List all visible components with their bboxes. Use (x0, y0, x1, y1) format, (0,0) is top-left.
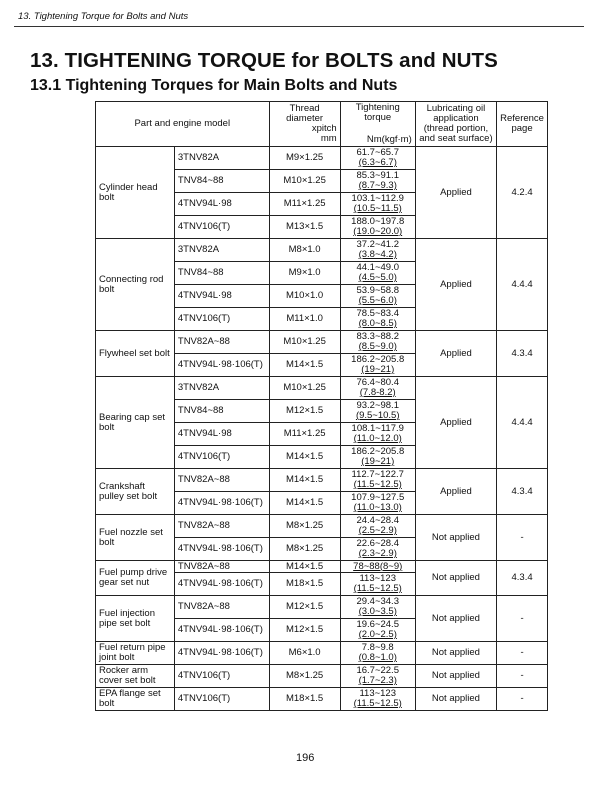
engine-model: TNV82A~88 (174, 515, 269, 538)
thread-size: M8×1.25 (269, 665, 340, 688)
torque-kgf: (10.5~11.5) (353, 203, 402, 214)
reference-page: 4.2.4 (497, 147, 548, 239)
engine-model: 4TNV94L·98·106(T) (174, 642, 269, 665)
engine-model: 4TNV94L·98 (174, 423, 269, 446)
tightening-torque (340, 665, 415, 688)
header-text: xpitch (311, 123, 337, 134)
thread-size: M9×1.0 (269, 262, 340, 285)
tightening-torque (340, 446, 415, 469)
tightening-torque (340, 561, 415, 573)
part-name: Bearing cap set bolt (96, 377, 175, 469)
part-name: Fuel return pipe joint bolt (96, 642, 175, 665)
reference-page: - (497, 665, 548, 688)
lubrication: Not applied (415, 688, 496, 711)
reference-page: - (497, 515, 548, 561)
part-name: Flywheel set bolt (96, 331, 175, 377)
torque-nm: 108.1~117.9 (351, 423, 404, 434)
torque-nm: 93.2~98.1 (356, 400, 399, 411)
engine-model: 4TNV106(T) (174, 216, 269, 239)
torque-nm: 76.4~80.4 (356, 377, 399, 388)
table-row (96, 331, 548, 354)
header-lubrication (415, 102, 496, 147)
torque-nm: 37.2~41.2 (356, 239, 399, 250)
engine-model: TNV82A~88 (174, 331, 269, 354)
torque-nm: 78.5~83.4 (356, 308, 399, 319)
thread-size: M8×1.0 (269, 239, 340, 262)
reference-page: 4.4.4 (497, 239, 548, 331)
tightening-torque (340, 642, 415, 665)
torque-kgf: (19~21) (361, 364, 395, 375)
lubrication: Not applied (415, 515, 496, 561)
engine-model: 4TNV94L·98·106(T) (174, 573, 269, 596)
part-name: Fuel nozzle set bolt (96, 515, 175, 561)
engine-model: TNV82A~88 (174, 561, 269, 573)
torque-kgf: (1.7~2.3) (358, 675, 397, 686)
thread-size: M14×1.5 (269, 561, 340, 573)
torque-nm: 61.7~65.7 (356, 147, 399, 158)
reference-page: - (497, 596, 548, 642)
torque-nm: 19.6~24.5 (356, 619, 399, 630)
torque-kgf: (2.0~2.5) (358, 629, 397, 640)
lubrication: Applied (415, 377, 496, 469)
part-name: Fuel injection pipe set bolt (96, 596, 175, 642)
header-part: Part and engine model (96, 102, 270, 147)
torque-kgf: (11.0~12.0) (353, 433, 402, 444)
header-torque (340, 102, 415, 147)
tightening-torque (340, 262, 415, 285)
engine-model: TNV84~88 (174, 400, 269, 423)
tightening-torque (340, 331, 415, 354)
running-header: 13. Tightening Torque for Bolts and Nuts (18, 11, 189, 22)
table-row (96, 147, 548, 170)
header-text: application (433, 113, 479, 124)
header-thread (269, 102, 340, 147)
torque-nm: 103.1~112.9 (351, 193, 404, 204)
header-text: Nm(kgf·m) (366, 134, 412, 145)
engine-model: TNV84~88 (174, 170, 269, 193)
torque-kgf: (5.5~6.0) (358, 295, 397, 306)
page-title: 13. TIGHTENING TORQUE for BOLTS and NUTS (30, 49, 498, 72)
part-name: Fuel pump drive gear set nut (96, 561, 175, 596)
torque-nm: 113~123 (359, 688, 396, 699)
torque-kgf: (11.5~12.5) (353, 698, 402, 709)
table-row (96, 239, 548, 262)
header-text: diameter (286, 113, 324, 124)
torque-nm: 186.2~205.8 (351, 446, 405, 457)
torque-kgf: (9.5~10.5) (355, 410, 400, 421)
thread-size: M10×1.0 (269, 285, 340, 308)
thread-size: M14×1.5 (269, 446, 340, 469)
engine-model: TNV84~88 (174, 262, 269, 285)
table-row (96, 469, 548, 492)
part-name: Rocker arm cover set bolt (96, 665, 175, 688)
thread-size: M11×1.0 (269, 308, 340, 331)
torque-kgf: (11.0~13.0) (353, 502, 402, 513)
header-text: Lubricating oil (426, 103, 486, 114)
tightening-torque (340, 285, 415, 308)
torque-kgf: (3.8~4.2) (358, 249, 397, 260)
torque-kgf: (11.5~12.5) (353, 479, 402, 490)
torque-nm: 78~88(8~9) (353, 560, 403, 572)
reference-page: - (497, 642, 548, 665)
header-rule (14, 26, 584, 27)
torque-kgf: (2.5~2.9) (358, 525, 397, 536)
part-name: Connecting rod bolt (96, 239, 175, 331)
torque-nm: 53.9~58.8 (356, 285, 399, 296)
tightening-torque (340, 492, 415, 515)
engine-model: 4TNV106(T) (174, 665, 269, 688)
header-text: Reference (500, 113, 544, 124)
thread-size: M18×1.5 (269, 573, 340, 596)
engine-model: 4TNV94L·98·106(T) (174, 492, 269, 515)
torque-nm: 83.3~88.2 (356, 331, 399, 342)
thread-size: M14×1.5 (269, 354, 340, 377)
thread-size: M12×1.5 (269, 596, 340, 619)
table-row (96, 596, 548, 619)
torque-nm: 16.7~22.5 (356, 665, 399, 676)
tightening-torque (340, 538, 415, 561)
tightening-torque (340, 308, 415, 331)
tightening-torque (340, 377, 415, 400)
torque-nm: 7.8~9.8 (361, 642, 394, 653)
thread-size: M6×1.0 (269, 642, 340, 665)
torque-nm: 186.2~205.8 (351, 354, 405, 365)
lubrication: Applied (415, 469, 496, 515)
torque-kgf: (3.0~3.5) (358, 606, 397, 617)
thread-size: M8×1.25 (269, 515, 340, 538)
header-text: (thread portion, (423, 123, 489, 134)
thread-size: M12×1.5 (269, 400, 340, 423)
table-header-row (96, 102, 548, 147)
torque-nm: 22.6~28.4 (356, 538, 399, 549)
lubrication: Applied (415, 331, 496, 377)
reference-page: 4.3.4 (497, 331, 548, 377)
header-text: and seat surface) (419, 133, 493, 144)
table-row (96, 665, 548, 688)
torque-kgf: (19.0~20.0) (353, 226, 403, 237)
header-text: Thread (289, 103, 320, 114)
tightening-torque (340, 573, 415, 596)
thread-size: M14×1.5 (269, 469, 340, 492)
header-reference (497, 102, 548, 147)
thread-size: M11×1.25 (269, 423, 340, 446)
reference-page: 4.3.4 (497, 561, 548, 596)
reference-page: - (497, 688, 548, 711)
tightening-torque (340, 515, 415, 538)
table-row (96, 561, 548, 573)
torque-kgf: (4.5~5.0) (358, 272, 397, 283)
torque-kgf: (8.0~8.5) (358, 318, 397, 329)
lubrication: Not applied (415, 665, 496, 688)
lubrication: Applied (415, 147, 496, 239)
tightening-torque (340, 193, 415, 216)
section-title: 13.1 Tightening Torques for Main Bolts and Nuts (30, 77, 398, 94)
torque-nm: 44.1~49.0 (356, 262, 399, 273)
header-text: mm (320, 133, 337, 144)
thread-size: M13×1.5 (269, 216, 340, 239)
engine-model: TNV82A~88 (174, 469, 269, 492)
torque-kgf: (11.5~12.5) (353, 583, 402, 594)
thread-size: M8×1.25 (269, 538, 340, 561)
lubrication: Applied (415, 239, 496, 331)
part-name: Cylinder head bolt (96, 147, 175, 239)
torque-kgf: (7.8-8.2) (359, 387, 396, 398)
tightening-torque (340, 170, 415, 193)
header-text: Tightening torque (355, 102, 400, 123)
tightening-torque (340, 596, 415, 619)
table-row (96, 377, 548, 400)
engine-model: 4TNV94L·98·106(T) (174, 538, 269, 561)
lubrication: Not applied (415, 642, 496, 665)
tightening-torque (340, 239, 415, 262)
engine-model: 3TNV82A (174, 239, 269, 262)
part-name: EPA flange set bolt (96, 688, 175, 711)
torque-kgf: (2.3~2.9) (358, 548, 397, 559)
table-row (96, 515, 548, 538)
tightening-torque (340, 400, 415, 423)
torque-kgf: (8.5~9.0) (358, 341, 397, 352)
lubrication: Not applied (415, 561, 496, 596)
engine-model: 4TNV106(T) (174, 446, 269, 469)
tightening-torque (340, 423, 415, 446)
engine-model: TNV82A~88 (174, 596, 269, 619)
thread-size: M12×1.5 (269, 619, 340, 642)
engine-model: 4TNV94L·98·106(T) (174, 354, 269, 377)
torque-kgf: (6.3~6.7) (358, 157, 397, 168)
torque-nm: 24.4~28.4 (356, 515, 399, 526)
torque-table (95, 101, 548, 711)
table-row (96, 688, 548, 711)
torque-kgf: (19~21) (361, 456, 395, 467)
engine-model: 3TNV82A (174, 377, 269, 400)
tightening-torque (340, 619, 415, 642)
thread-size: M11×1.25 (269, 193, 340, 216)
page-number: 196 (296, 752, 315, 764)
thread-size: M14×1.5 (269, 492, 340, 515)
table-row (96, 642, 548, 665)
engine-model: 4TNV106(T) (174, 308, 269, 331)
tightening-torque (340, 147, 415, 170)
engine-model: 4TNV94L·98 (174, 285, 269, 308)
tightening-torque (340, 354, 415, 377)
header-text: page (511, 123, 533, 134)
thread-size: M10×1.25 (269, 170, 340, 193)
torque-nm: 112.7~122.7 (351, 469, 404, 480)
torque-kgf: (0.8~1.0) (358, 652, 397, 663)
torque-nm: 29.4~34.3 (356, 596, 399, 607)
reference-page: 4.4.4 (497, 377, 548, 469)
tightening-torque (340, 688, 415, 711)
tightening-torque (340, 469, 415, 492)
thread-size: M10×1.25 (269, 331, 340, 354)
thread-size: M18×1.5 (269, 688, 340, 711)
torque-nm: 113~123 (359, 573, 396, 584)
torque-kgf: (8.7~9.3) (358, 180, 397, 191)
thread-size: M9×1.25 (269, 147, 340, 170)
engine-model: 4TNV94L·98·106(T) (174, 619, 269, 642)
torque-nm: 107.9~127.5 (351, 492, 405, 503)
engine-model: 4TNV94L·98 (174, 193, 269, 216)
engine-model: 3TNV82A (174, 147, 269, 170)
reference-page: 4.3.4 (497, 469, 548, 515)
torque-nm: 188.0~197.8 (351, 216, 405, 227)
part-name: Crankshaft pulley set bolt (96, 469, 175, 515)
lubrication: Not applied (415, 596, 496, 642)
thread-size: M10×1.25 (269, 377, 340, 400)
engine-model: 4TNV106(T) (174, 688, 269, 711)
torque-nm: 85.3~91.1 (356, 170, 399, 181)
tightening-torque (340, 216, 415, 239)
table-body (96, 147, 548, 711)
